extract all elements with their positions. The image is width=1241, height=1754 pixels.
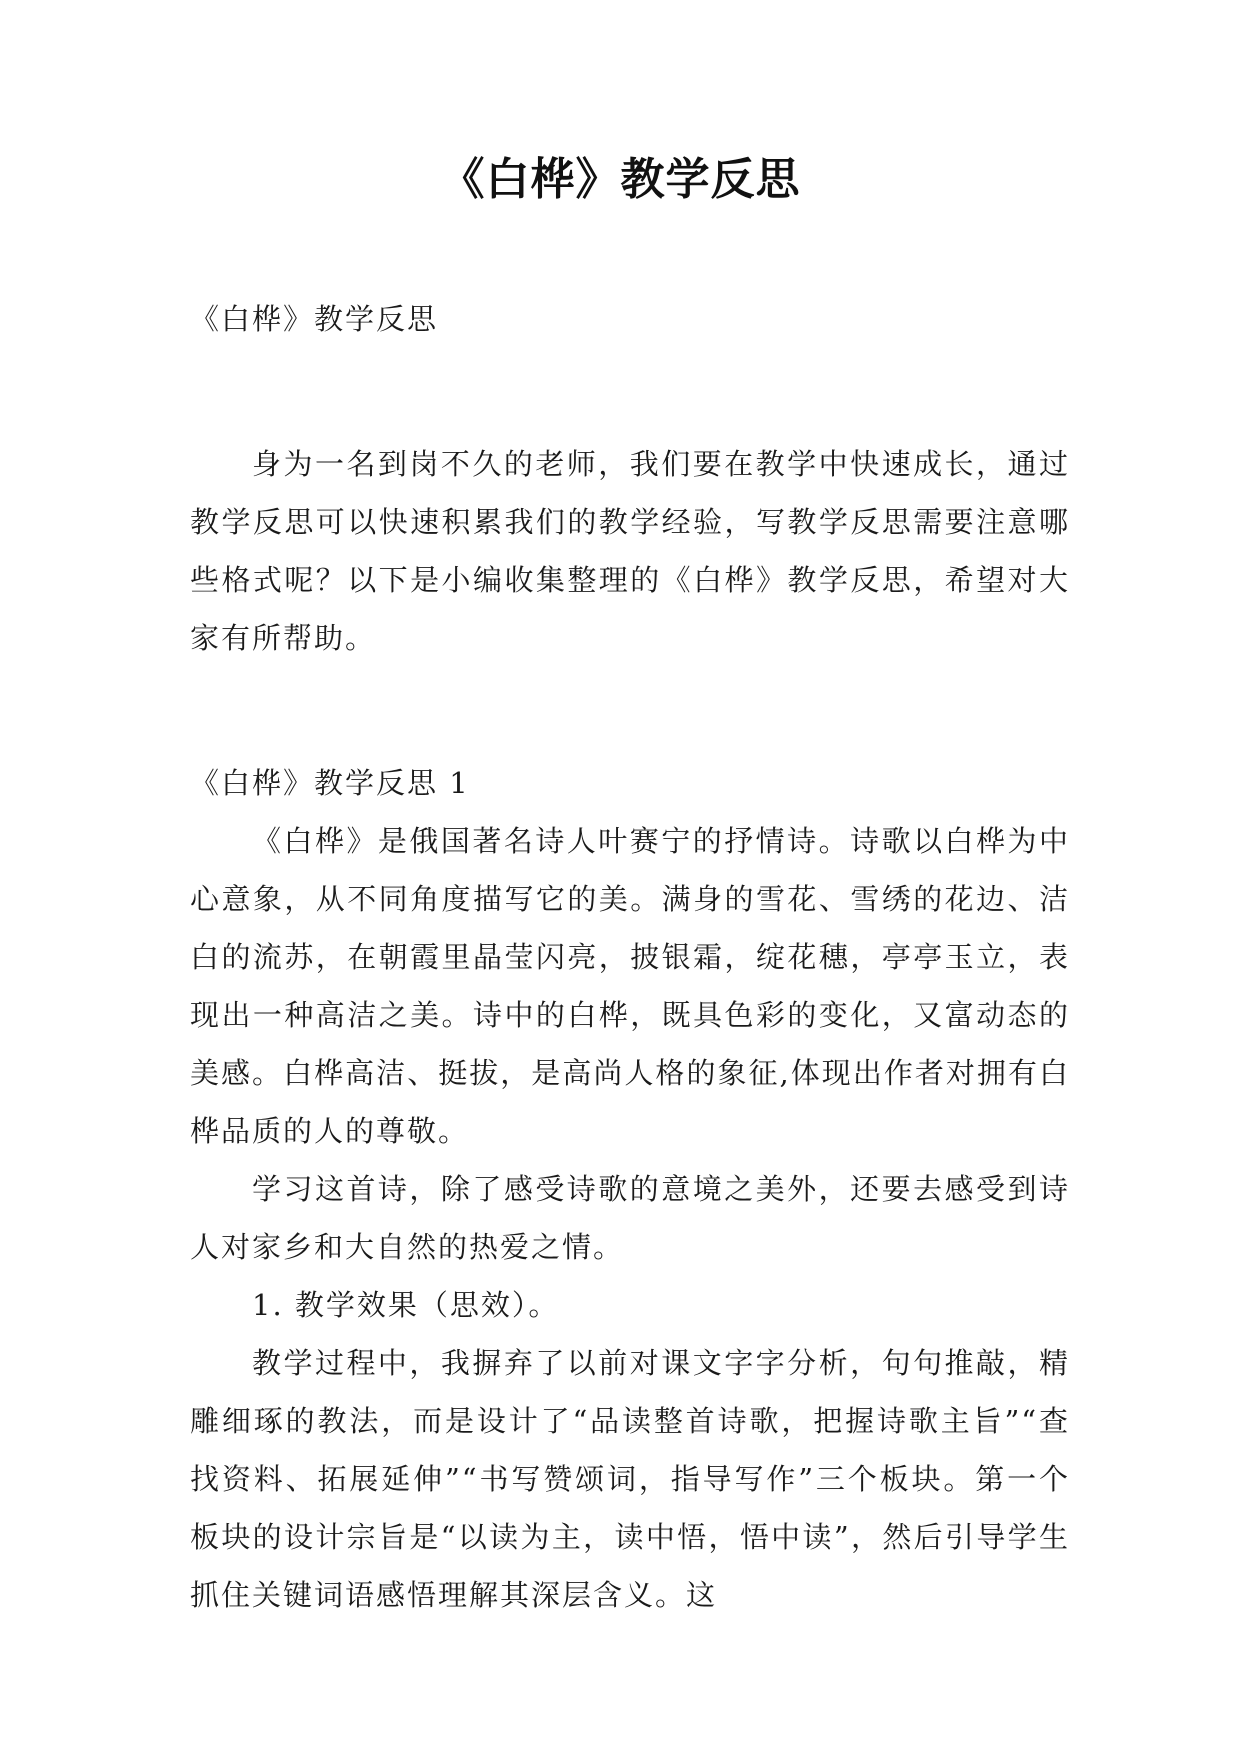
document-subtitle: 《白桦》教学反思 (190, 302, 439, 336)
document-body (190, 290, 1070, 1624)
body-paragraph: 《白桦》是俄国著名诗人叶赛宁的抒情诗。诗歌以白桦为中心意象，从不同角度描写它的美。满身的雪花、雪绣的花边、洁白的流苏，在朝霞里晶莹闪亮，披银霜，绽花穗，亭亭玉立，表现出一种高洁之美。诗中的白桦，既具色彩的变化，又富动态的美感。白桦高洁、挺拔，是高尚人格的象征,体现出作者对拥有白桦品质的人的尊敬。 (190, 824, 1070, 1148)
body-paragraph: 学习这首诗，除了感受诗歌的意境之美外，还要去感受到诗人对家乡和大自然的热爱之情。 (190, 1172, 1070, 1264)
spacer (190, 725, 1070, 754)
intro-paragraph: 身为一名到岗不久的老师，我们要在教学中快速成长，通过教学反思可以快速积累我们的教学经验，写教学反思需要注意哪些格式呢？以下是小编收集整理的《白桦》教学反思，希望对大家有所帮助。 (190, 447, 1070, 655)
spacer (190, 406, 1070, 435)
spacer (190, 348, 1070, 406)
section-heading: 《白桦》教学反思 1 (190, 766, 470, 800)
document-title: 《白桦》教学反思 (440, 154, 801, 205)
body-paragraph: 教学过程中，我摒弃了以前对课文字字分析，句句推敲，精雕细琢的教法，而是设计了“品读整首诗歌，把握诗歌主旨”“查找资料、拓展延伸”“书写赞颂词，指导写作”三个板块。第一个板块的设计宗旨是“以读为主，读中悟，悟中读”，然后引导学生抓住关键词语感悟理解其深层含义。这 (190, 1346, 1070, 1612)
numbered-heading: 1. 教学效果（思效）。 (252, 1288, 560, 1322)
spacer (190, 667, 1070, 725)
